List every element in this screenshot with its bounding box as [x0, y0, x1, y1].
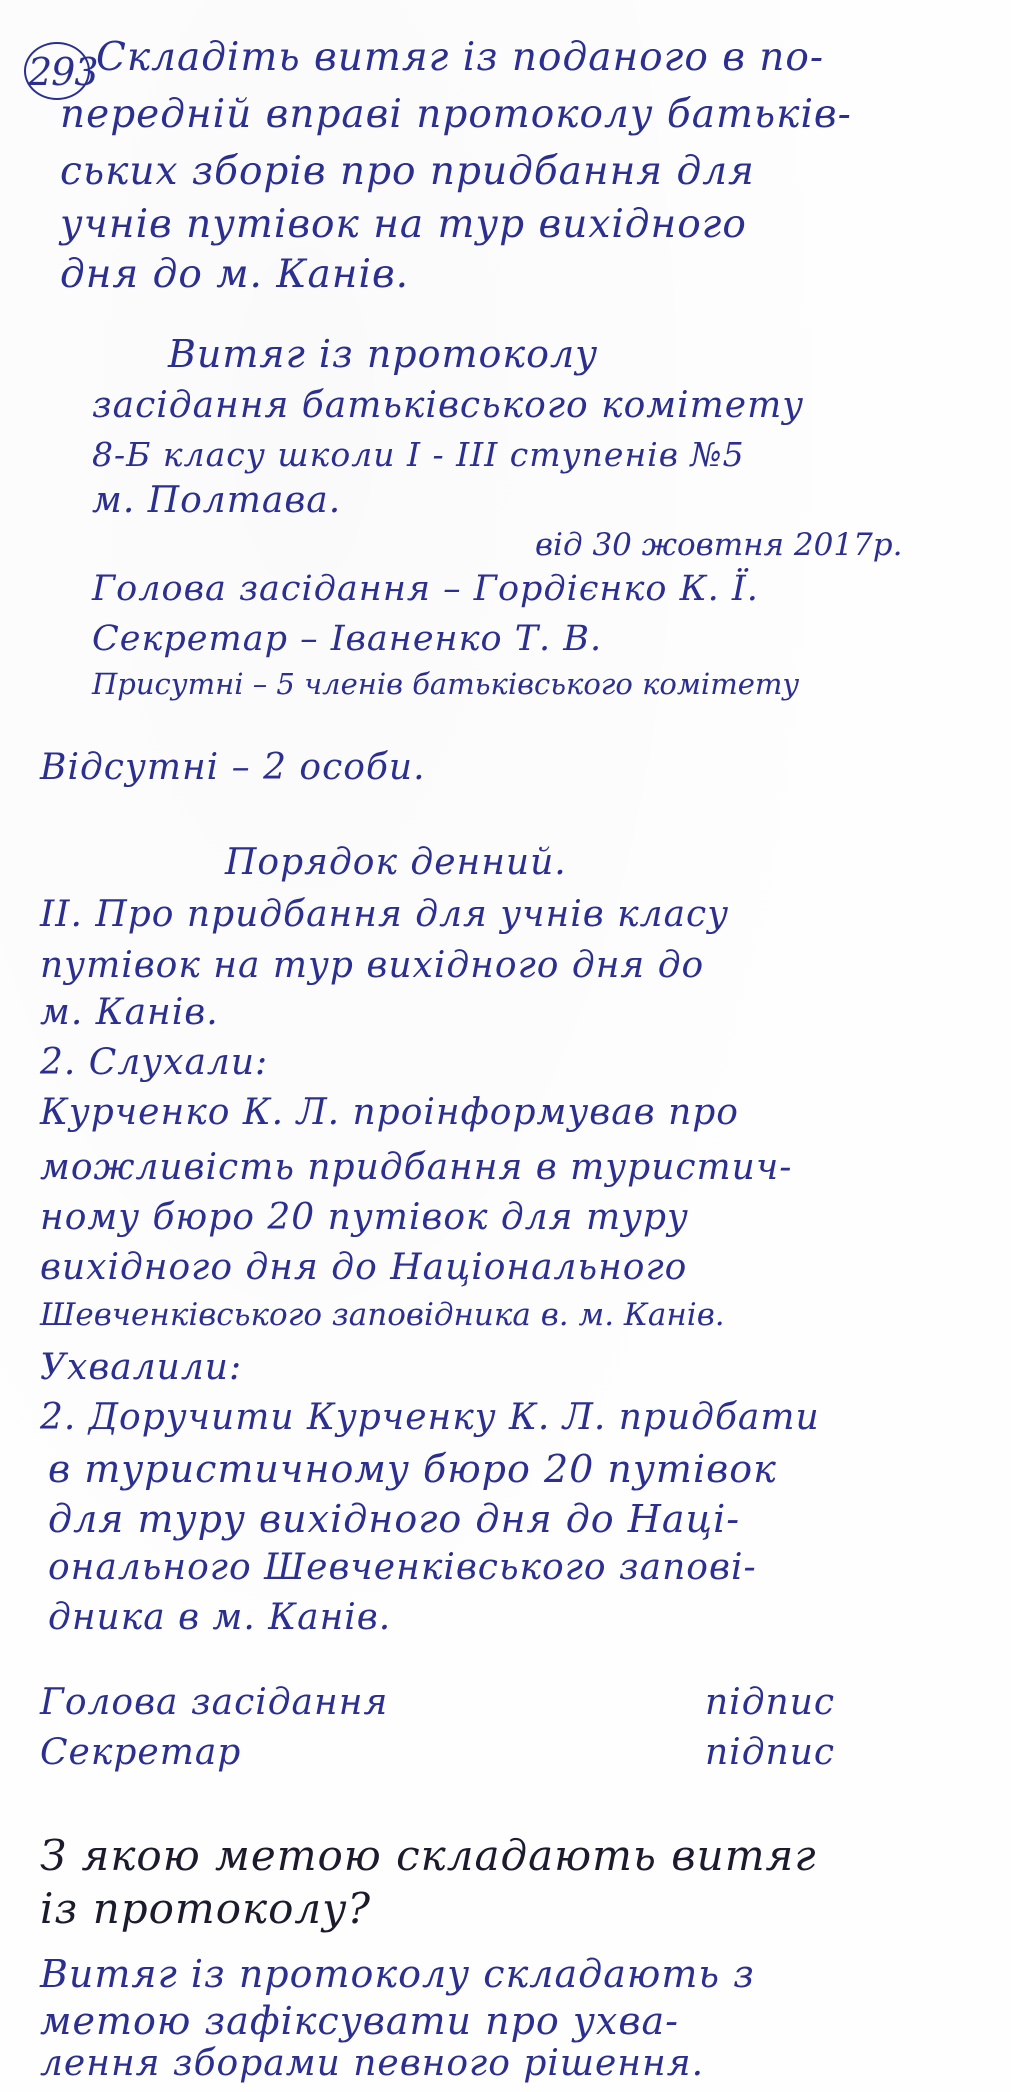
signature-secretary-sign: підпис	[705, 1732, 836, 1773]
task-line-3: ських зборів про придбання для	[60, 149, 755, 194]
resolved-line-3: для туру вихідного дня до Наці-	[48, 1497, 741, 1541]
signature-chair-label: Голова засідання	[40, 1682, 389, 1723]
question-line-2: із протоколу?	[40, 1884, 372, 1933]
answer-line-1: Витяг із протоколу складають з	[40, 1952, 755, 1996]
answer-line-3: лення зборами певного рішення.	[40, 2043, 705, 2084]
resolved-heading: Ухвалили:	[40, 1347, 243, 1388]
resolved-line-1: 2. Доручити Курченку К. Л. придбати	[40, 1397, 820, 1438]
resolved-line-4: онального Шевченківського запові-	[48, 1547, 757, 1588]
extract-chair: Голова засідання – Гордієнко К. Ї.	[92, 569, 759, 609]
extract-title-line-4: м. Полтава.	[92, 480, 342, 521]
task-line-2: передній вправі протоколу батьків-	[60, 92, 852, 137]
extract-title-line-3: 8-Б класу школи І - ІІІ ступенів №5	[92, 435, 745, 474]
extract-present: Присутні – 5 членів батьківського комітету	[92, 667, 800, 701]
extract-absent: Відсутні – 2 особи.	[40, 747, 426, 788]
signature-chair-sign: підпис	[705, 1682, 836, 1723]
agenda-line-1: ІІ. Про придбання для учнів класу	[40, 894, 730, 935]
heard-line-1: Курченко К. Л. проінформував про	[40, 1092, 739, 1133]
extract-secretary: Секретар – Іваненко Т. В.	[92, 619, 603, 659]
task-line-5: дня до м. Канів.	[60, 252, 410, 297]
resolved-line-2: в туристичному бюро 20 путівок	[48, 1447, 777, 1491]
agenda-line-3: м. Канів.	[40, 992, 219, 1033]
heard-line-5: Шевченківського заповідника в. м. Канів.	[40, 1297, 725, 1333]
heard-line-3: ному бюро 20 путівок для туру	[40, 1197, 689, 1238]
signature-secretary-label: Секретар	[40, 1732, 242, 1773]
agenda-line-2: путівок на тур вихідного дня до	[40, 945, 705, 986]
extract-title-line-2: засідання батьківського комітету	[92, 385, 805, 426]
agenda-heading: Порядок денний.	[225, 842, 567, 883]
exercise-number: 293	[28, 50, 98, 94]
heard-line-4: вихідного дня до Національного	[40, 1247, 688, 1288]
task-line-4: учнів путівок на тур вихідного	[60, 202, 747, 247]
task-line-1: Складіть витяг із поданого в по-	[96, 35, 825, 80]
resolved-line-5: дника в м. Канів.	[48, 1597, 392, 1638]
heard-heading: 2. Слухали:	[40, 1042, 269, 1083]
answer-line-2: метою зафіксувати про ухва-	[40, 1999, 679, 2043]
heard-line-2: можливість придбання в туристич-	[40, 1147, 793, 1188]
question-line-1: З якою метою складають витяг	[40, 1831, 817, 1880]
extract-date: від 30 жовтня 2017р.	[535, 527, 903, 563]
extract-title-line-1: Витяг із протоколу	[168, 332, 599, 376]
